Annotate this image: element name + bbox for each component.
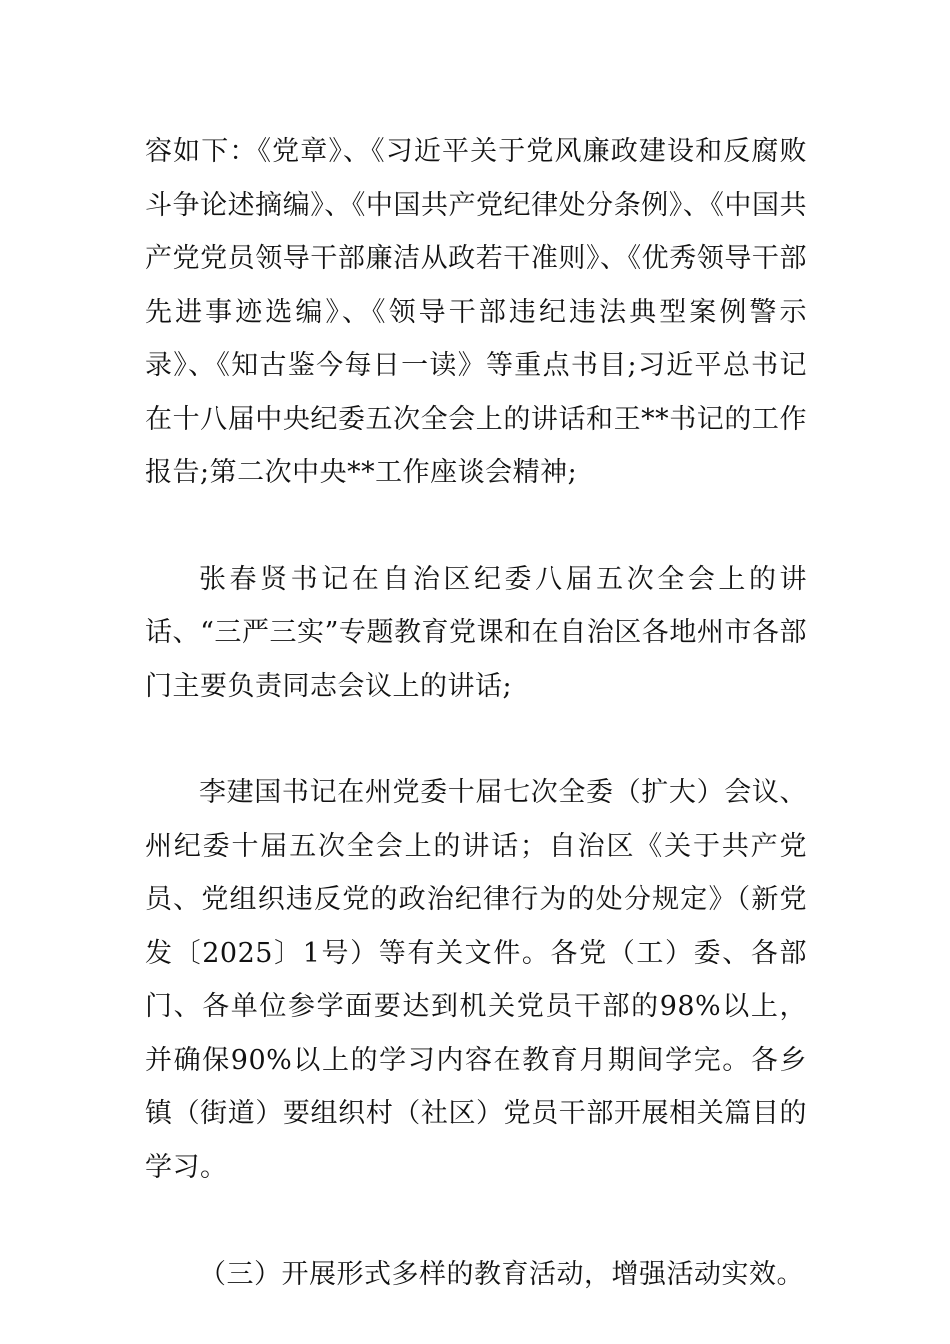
section-heading-education-activities: （三）开展形式多样的教育活动，增强活动实效。 [199,1259,804,1290]
paragraph-li-speech-documents: 李建国书记在州党委十届七次全委（扩大）会议、州纪委十届五次全会上的讲话；自治区《关于共产党员、党组织违反党的政治纪律行为的处分规定》（新党发〔2025〕1号）等有关文件。各党（工）委、各部门、各单位参学面要达到机关党员干部的98%以上，并确保90%以上的学习内容在教育月期间学完。各乡镇（街道）要组织村（社区）党员干部开展相关篇目的学习。 [145,777,807,1183]
paragraph-reading-list: 容如下：《党章》、《习近平关于党风廉政建设和反腐败斗争论述摘编》、《中国共产党纪律处分条例》、《中国共产党党员领导干部廉洁从政若干准则》、《优秀领导干部先进事迹选编》、《领导干部违纪违法典型案例警示录》、《知古鉴今每日一读》等重点书目;习近平总书记在十八届中央纪委五次全会上的讲话和王**书记的工作报告;第二次中央**工作座谈会精神; [145,136,807,488]
document-page [145,125,807,1302]
paragraph-zhang-speech: 张春贤书记在自治区纪委八届五次全会上的讲话、“三严三实”专题教育党课和在自治区各地州市各部门主要负责同志会议上的讲话; [145,563,807,702]
